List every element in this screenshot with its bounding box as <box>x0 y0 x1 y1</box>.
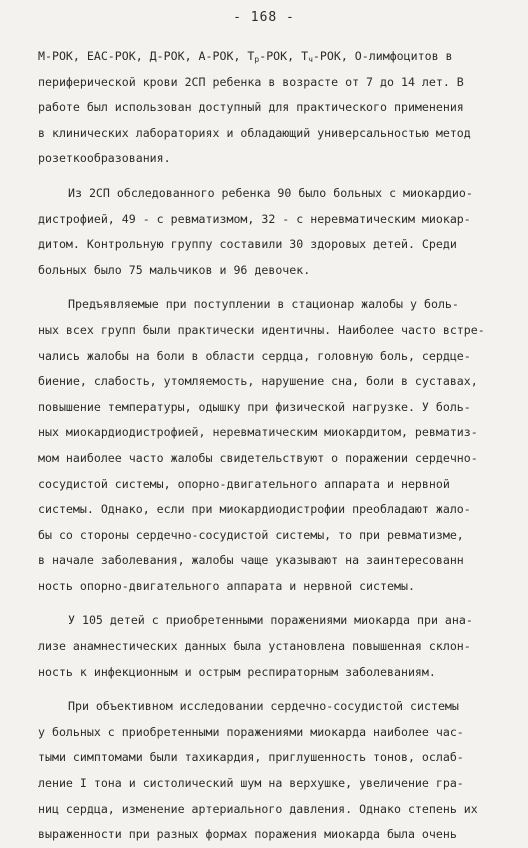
text-line: больных было 75 мальчиков и 96 девочек. <box>38 262 311 277</box>
text-line: у больных с приобретенными поражениями миокарда наиболее час- <box>38 724 464 739</box>
text-line: работе был использован доступный для практического применения <box>38 100 464 115</box>
paragraph <box>38 292 498 599</box>
text-line: дитом. Контрольную группу составили 30 здоровых детей. Среди <box>38 237 457 252</box>
text-line: У 105 детей с приобретенными поражениями миокарда при ана- <box>68 613 473 628</box>
text-run: -РОК, Т <box>259 49 309 63</box>
text-line: ность опорно-двигательного аппарата и нервной системы. <box>38 578 415 593</box>
text-line: чались жалобы на боли в области сердца, головную боль, сердце- <box>38 348 471 363</box>
text-line: Из 2СП обследованного ребенка 90 было больных с миокардио- <box>68 185 473 200</box>
text-line: ниц сердца, изменение артериального давления. Однако степень их <box>38 801 478 816</box>
text-line: сосудистой системы, опорно-двигательного аппарата и нервной <box>38 476 450 491</box>
page-number: - 168 - <box>233 10 295 25</box>
text-line: дистрофией, 49 - с ревматизмом, 32 - с неревматическим миокар- <box>38 211 471 226</box>
subscript: р <box>254 55 260 64</box>
text-run: М-РОК, ЕАС-РОК, Д-РОК, А-РОК, Т <box>38 49 255 63</box>
text-line: периферической крови 2СП ребенка в возрасте от 7 до 14 лет. В <box>38 74 464 89</box>
subscript: ч <box>308 55 313 64</box>
text-line: в клинических лабораториях и обладающий универсальностью метод <box>38 125 471 140</box>
paragraph <box>38 44 498 172</box>
text-line: тыми симптомами были тахикардия, приглушенность тонов, ослаб- <box>38 750 464 765</box>
text-line: ление I тона и систолический шум на верхушке, увеличение гра- <box>38 776 464 791</box>
text-line: ность к инфекционным и острым респираторным заболеваниям. <box>38 664 436 679</box>
text-line: Предъявляемые при поступлении в стационар жалобы у боль- <box>68 297 459 312</box>
text-line: ных всех групп были практически идентичны. Наиболее часто встре- <box>38 322 485 337</box>
text-line: системы. Однако, если при миокардиодистрофии преобладают жало- <box>38 502 471 517</box>
body-text <box>38 44 498 848</box>
text-line: розеткообразования. <box>38 151 171 166</box>
text-run: -РОК, О-лимфоцитов в <box>312 49 453 63</box>
paragraph <box>38 694 498 848</box>
text-line: в начале заболевания, жалобы чаще указывают на заинтересованн <box>38 553 464 568</box>
text-line: мом наиболее часто жалобы свидетельствуют о поражении сердечно- <box>38 450 478 465</box>
text-line: биение, слабость, утомляемость, нарушение сна, боли в суставах, <box>38 374 478 389</box>
paragraph <box>38 608 498 685</box>
text-line: лизе анамнестических данных была установлена повышенная склон- <box>38 639 471 654</box>
text-line <box>38 44 498 70</box>
text-line: выраженности при разных формах поражения миокарда была очень <box>38 827 457 842</box>
text-line: повышение температуры, одышку при физической нагрузке. У боль- <box>38 399 471 414</box>
paragraph <box>38 181 498 283</box>
text-line: При объективном исследовании сердечно-сосудистой системы <box>68 699 459 714</box>
text-line: ных миокардиодистрофией, неревматическим миокардитом, ревматиз- <box>38 425 478 440</box>
text-line: бы со стороны сердечно-сосудистой системы, то при ревматизме, <box>38 527 464 542</box>
